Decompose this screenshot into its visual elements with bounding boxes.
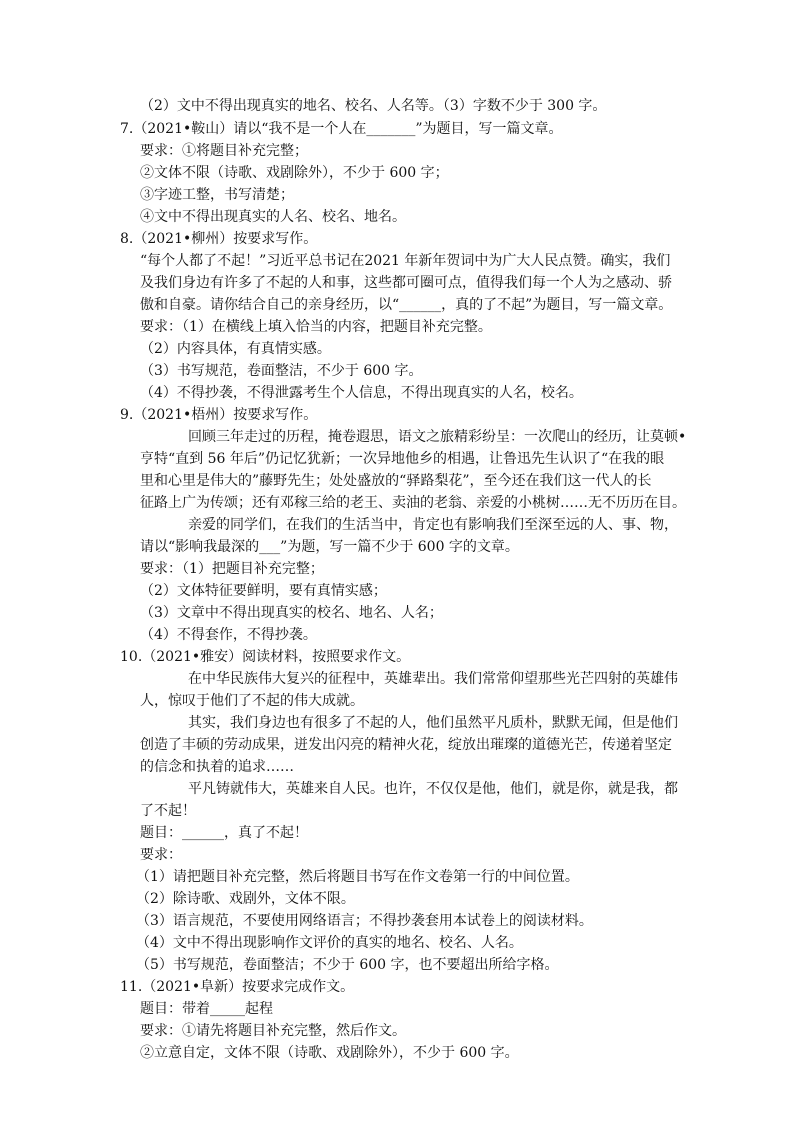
q9-paragraph-line: 亲爱的同学们，在我们的生活当中，肯定也有影响我们至深至远的人、事、物，: [188, 517, 678, 533]
q10-heading: 10.（2021•雅安）阅读材料，按照要求作文。: [120, 649, 411, 665]
q8-paragraph-line: 及我们身边有许多了不起的人和事，这些都可圈可点，值得我们每一个人为之感动、骄: [140, 275, 672, 291]
q11-heading: 11.（2021•阜新）按要求完成作文。: [120, 979, 355, 995]
q9-requirement-3: （3）文章中不得出现真实的校名、地名、人名；: [140, 605, 443, 621]
q9-paragraph-line: 征路上广为传颂；还有邓稼三给的老王、卖油的老翁、亲爱的小桃树……无不历历在目。: [140, 495, 686, 511]
q10-paragraph-line: 的信念和执着的追求……: [140, 759, 294, 775]
q10-title-prompt: 题目：______，真了不起！: [140, 825, 308, 841]
q9-requirement-1: 要求：（1）把题目补充完整；: [140, 561, 324, 577]
q10-paragraph-line: 创造了丰硕的劳动成果，迸发出闪亮的精神火花，绽放出璀璨的道德光芒，传递着坚定: [140, 737, 672, 753]
q7-heading: 7.（2021•鞍山）请以“我不是一个人在_______”为题目，写一篇文章。: [120, 121, 563, 137]
q10-paragraph-line: 其实，我们身边也有很多了不起的人，他们虽然平凡质朴，默默无闻，但是他们: [188, 715, 678, 731]
q9-requirement-2: （2）文体特征要鲜明，要有真情实感；: [140, 583, 387, 599]
q8-requirement-3: （3）书写规范，卷面整洁，不少于 600 字。: [140, 363, 423, 379]
q10-requirement-5: （5）书写规范，卷面整洁；不少于 600 字，也不要超出所给字格。: [136, 957, 559, 973]
q10-requirements-label: 要求：: [140, 847, 182, 863]
q10-paragraph-line: 人，惊叹于他们了不起的伟大成就。: [140, 693, 364, 709]
q8-requirement-4: （4）不得抄袭，不得泄露考生个人信息，不得出现真实的人名，校名。: [140, 385, 583, 401]
q7-requirement-2: ②文体不限（诗歌、戏剧除外），不少于 600 字；: [140, 165, 449, 181]
q10-requirement-1: （1）请把题目补充完整，然后将题目书写在作文卷第一行的中间位置。: [136, 869, 579, 885]
q11-requirement-1: 要求：①请先将题目补充完整，然后作文。: [140, 1023, 406, 1039]
q7-requirement-3: ③字迹工整，书写清楚；: [140, 187, 294, 203]
q9-heading: 9.（2021•梧州）按要求写作。: [120, 407, 318, 423]
q8-paragraph-line: 傲和自豪。请你结合自己的亲身经历，以“______，真的了不起”为题目，写一篇文章。: [140, 297, 673, 313]
q8-requirement-2: （2）内容具体，有真情实感。: [140, 341, 331, 357]
q7-requirement-1: 要求：①将题目补充完整；: [140, 143, 308, 159]
q9-paragraph-line: 里和心里是伟大的”藤野先生；处处盛放的“驿路梨花”，至今还在我们这一代人的长: [140, 473, 652, 489]
q9-paragraph-line: 亨特“直到 56 年后”仍记忆犹新；一次异地他乡的相遇，让鲁迅先生认识了“在我的眼: [140, 451, 665, 467]
q10-paragraph-line: 在中华民族伟大复兴的征程中，英雄辈出。我们常常仰望那些光芒四射的英雄伟: [188, 671, 678, 687]
q7-requirement-4: ④文中不得出现真实的人名、校名、地名。: [140, 209, 406, 225]
q9-paragraph-line: 回顾三年走过的历程，掩卷遐思，语文之旅精彩纷呈：一次爬山的经历，让莫顿•: [188, 429, 687, 445]
q10-paragraph-line: 了不起！: [140, 803, 196, 819]
q11-title-prompt: 题目：带着_____起程: [140, 1001, 273, 1017]
q10-requirement-2: （2）除诗歌、戏剧外，文体不限。: [136, 891, 355, 907]
q10-paragraph-line: 平凡铸就伟大，英雄来自人民。也许，不仅仅是他，他们，就是你，就是我，都: [188, 781, 678, 797]
q8-heading: 8.（2021•柳州）按要求写作。: [120, 231, 318, 247]
q6-requirement-line: （2）文中不得出现真实的地名、校名、人名等。（3）字数不少于 300 字。: [140, 98, 607, 114]
q9-requirement-4: （4）不得套作，不得抄袭。: [140, 627, 317, 643]
q8-requirement-1: 要求：（1）在横线上填入恰当的内容，把题目补充完整。: [140, 319, 492, 335]
q8-paragraph-line: “每个人都了不起！”习近平总书记在2021 年新年贺词中为广大人民点赞。确实，我们: [140, 253, 671, 269]
q9-paragraph-line: 请以“影响我最深的___”为题，写一篇不少于 600 字的文章。: [140, 539, 519, 555]
q11-requirement-2: ②立意自定，文体不限（诗歌、戏剧除外），不少于 600 字。: [140, 1045, 519, 1061]
q10-requirement-4: （4）文中不得出现影响作文评价的真实的地名、校名、人名。: [136, 935, 523, 951]
q10-requirement-3: （3）语言规范，不要使用网络语言；不得抄袭套用本试卷上的阅读材料。: [136, 913, 593, 929]
